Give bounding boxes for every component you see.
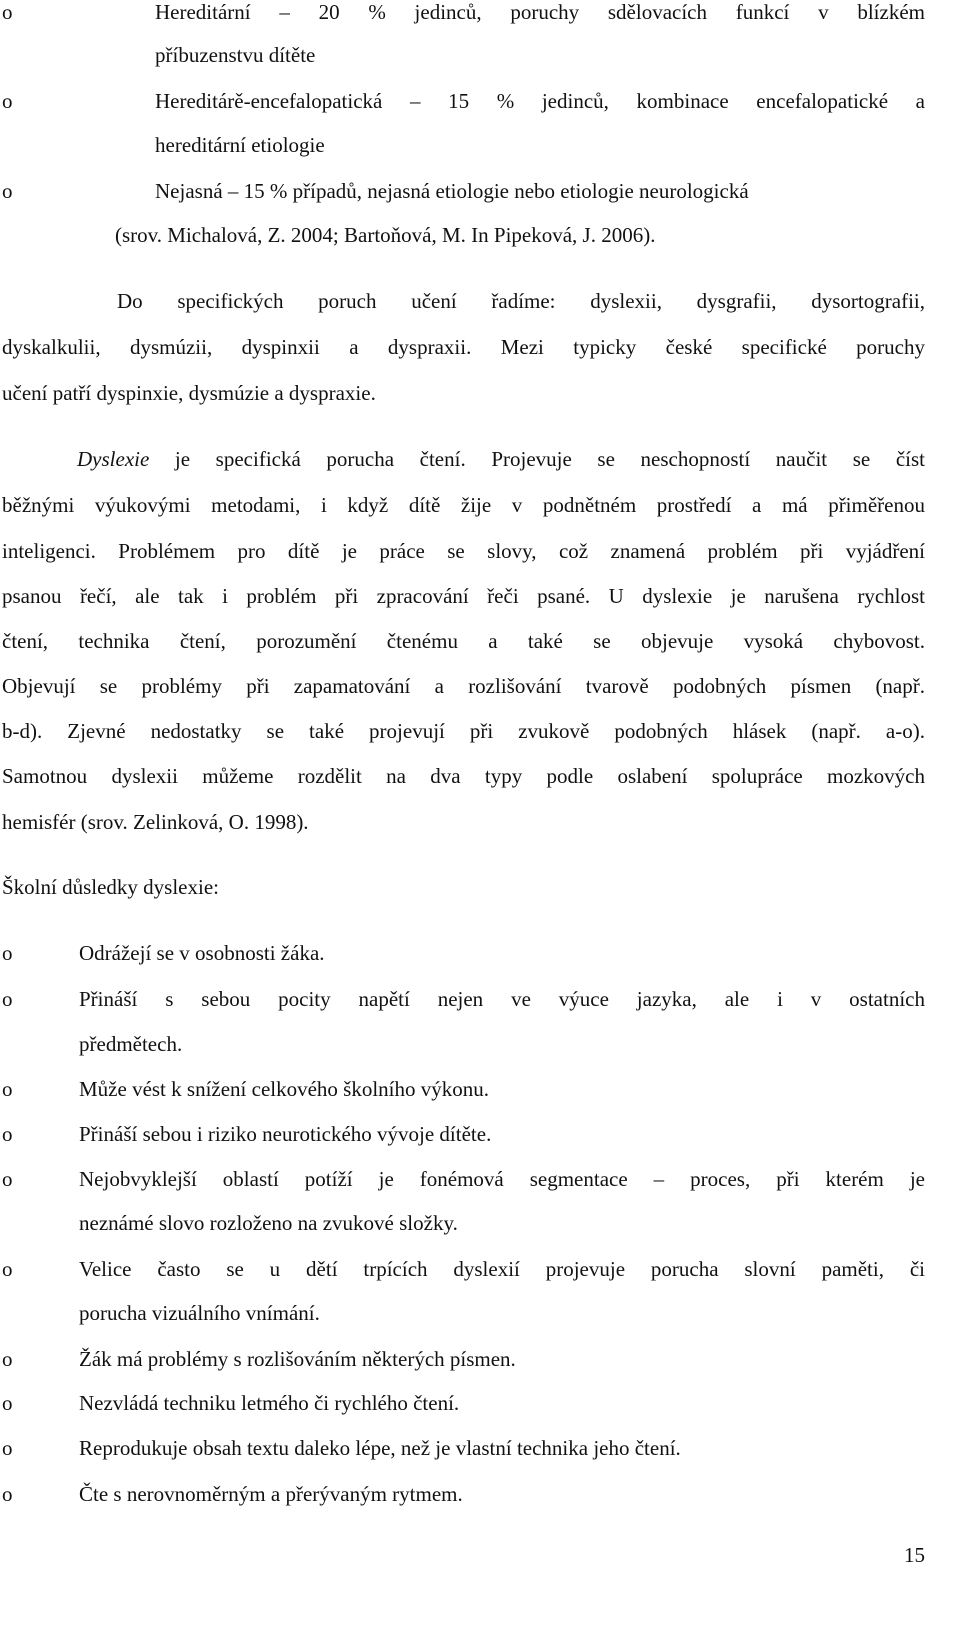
- list-bullet: o: [2, 987, 13, 1011]
- list-item-line: Nezvládá techniku letmého či rychlého čtení.: [79, 1391, 460, 1415]
- paragraph-line: Samotnou dyslexii můžeme rozdělit na dva typy podle oslabení spolupráce mozkových: [2, 764, 925, 788]
- paragraph-line: hemisfér (srov. Zelinková, O. 1998).: [2, 810, 309, 834]
- list-item-line: Může vést k snížení celkového školního výkonu.: [79, 1077, 490, 1101]
- list-bullet: o: [2, 1167, 13, 1191]
- list-item-line: Přináší s sebou pocity napětí nejen ve výuce jazyka, ale i v ostatních: [79, 987, 925, 1011]
- paragraph-line: psanou řečí, ale tak i problém při zpracování řeči psané. U dyslexie je narušena rychlost: [2, 584, 925, 608]
- list-bullet: o: [2, 1482, 13, 1506]
- paragraph-line: b-d). Zjevné nedostatky se také projevují při zvukově podobných hlásek (např. a-o).: [2, 719, 925, 743]
- list-item-line: Odrážejí se v osobnosti žáka.: [79, 941, 325, 965]
- list-item-line: Velice často se u dětí trpících dyslexií projevuje porucha slovní paměti, či: [79, 1257, 925, 1281]
- paragraph-line: inteligenci. Problémem pro dítě je práce se slovy, což znamená problém při vyjádření: [2, 539, 925, 563]
- paragraph-line: Do specifických poruch učení řadíme: dyslexii, dysgrafii, dysortografii,: [117, 289, 925, 313]
- list-bullet: o: [2, 89, 13, 113]
- list-item-line: Hereditárě-encefalopatická – 15 % jedinců, kombinace encefalopatické a: [155, 89, 925, 113]
- list-bullet: o: [2, 1391, 13, 1415]
- section-heading: Školní důsledky dyslexie:: [2, 875, 219, 899]
- list-bullet: o: [2, 1257, 13, 1281]
- list-item-line: příbuzenstvu dítěte: [155, 43, 316, 67]
- paragraph-line: běžnými výukovými metodami, i když dítě žije v podnětném prostředí a má přiměřenou: [2, 493, 925, 517]
- list-item-line: Přináší sebou i riziko neurotického vývoje dítěte.: [79, 1122, 492, 1146]
- list-bullet: o: [2, 1077, 13, 1101]
- paragraph-line: dyskalkulii, dysmúzii, dyspinxii a dyspraxii. Mezi typicky české specifické poruchy: [2, 335, 925, 359]
- citation-line: (srov. Michalová, Z. 2004; Bartoňová, M. In Pipeková, J. 2006).: [115, 223, 656, 247]
- list-item-line: Žák má problémy s rozlišováním některých písmen.: [79, 1347, 516, 1371]
- list-item-line: Nejobvyklejší oblastí potíží je fonémová segmentace – proces, při kterém je: [79, 1167, 925, 1191]
- list-item-line: předmětech.: [79, 1032, 183, 1056]
- list-bullet: o: [2, 941, 13, 965]
- paragraph-line: [77, 445, 925, 473]
- list-bullet: o: [2, 1347, 13, 1371]
- paragraph-line: Objevují se problémy při zapamatování a rozlišování tvarově podobných písmen (např.: [2, 674, 925, 698]
- list-item-line: Reprodukuje obsah textu daleko lépe, než je vlastní technika jeho čtení.: [79, 1436, 681, 1460]
- list-item-line: porucha vizuálního vnímání.: [79, 1301, 320, 1325]
- list-bullet: o: [2, 1436, 13, 1460]
- list-item-line: Nejasná – 15 % případů, nejasná etiologie nebo etiologie neurologická: [155, 179, 749, 203]
- list-item-line: hereditární etiologie: [155, 133, 325, 157]
- list-bullet: o: [2, 1122, 13, 1146]
- list-item-line: Hereditární – 20 % jedinců, poruchy sdělovacích funkcí v blízkém: [155, 0, 925, 24]
- list-item-line: Čte s nerovnoměrným a přerývaným rytmem.: [79, 1482, 463, 1506]
- list-item-line: neznámé slovo rozloženo na zvukové složky.: [79, 1211, 458, 1235]
- paragraph-line: učení patří dyspinxie, dysmúzie a dyspraxie.: [2, 381, 376, 405]
- paragraph-line-rest: je specifická porucha čtení. Projevuje se neschopností naučit se číst: [149, 447, 925, 471]
- paragraph-line: čtení, technika čtení, porozumění čtenému a také se objevuje vysoká chybovost.: [2, 629, 925, 653]
- term-dyslexie: Dyslexie: [77, 447, 150, 471]
- page-number: 15: [904, 1543, 925, 1567]
- list-bullet: o: [2, 0, 13, 24]
- list-bullet: o: [2, 179, 13, 203]
